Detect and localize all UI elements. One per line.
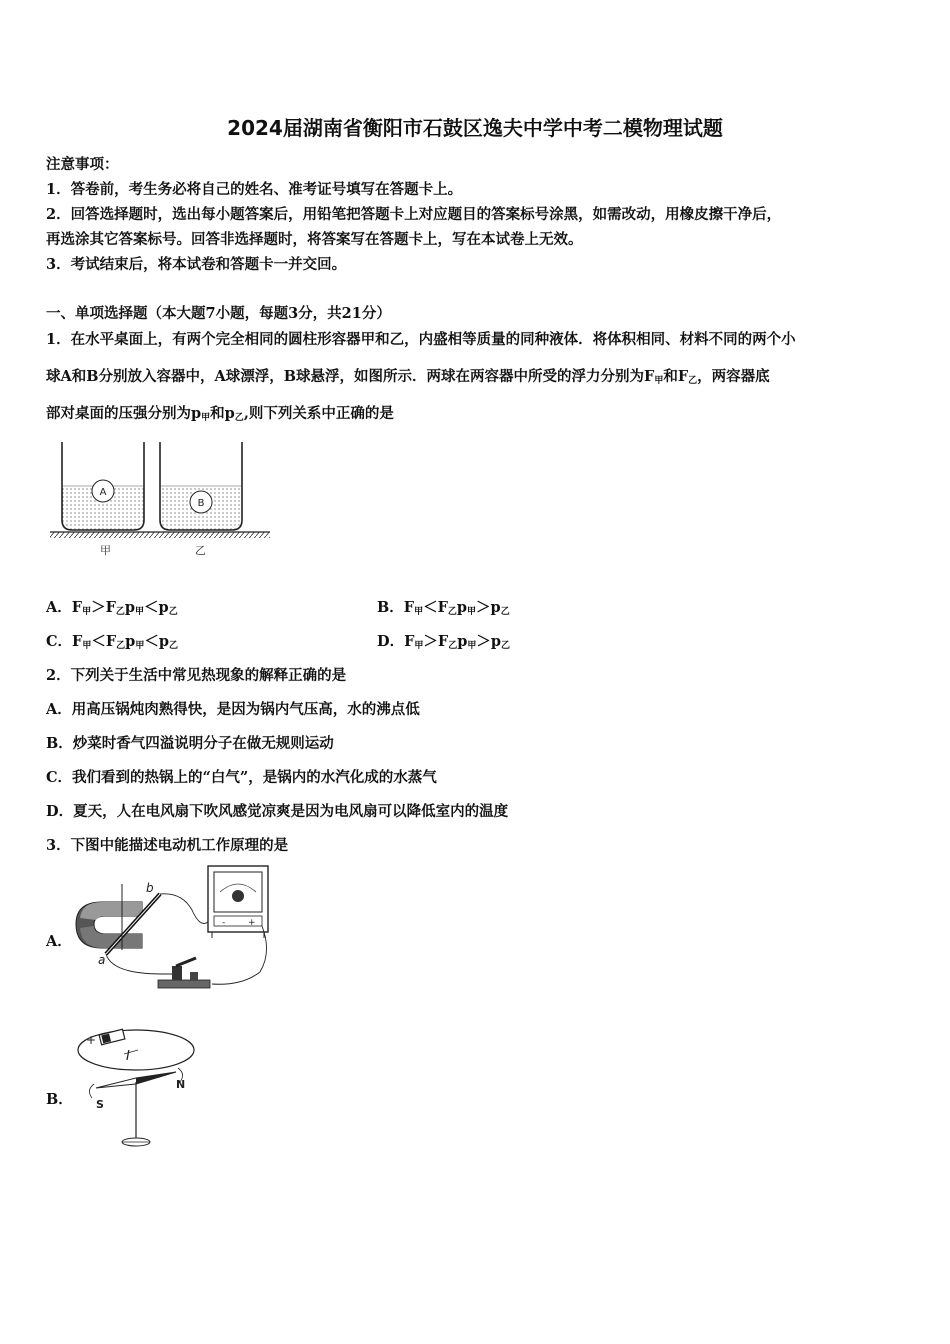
q2-option-c[interactable]: C．我们看到的热锅上的“白气”，是锅内的水汽化成的水蒸气 — [46, 769, 437, 786]
notice-heading: 注意事项： — [46, 156, 119, 173]
container-jia — [62, 442, 144, 530]
battery-plus: + — [86, 1033, 97, 1047]
north-label: N — [176, 1078, 186, 1091]
label-b: b — [146, 881, 154, 895]
label-a: a — [98, 953, 106, 967]
page-title: 2024届湖南省衡阳市石鼓区逸夫中学中考二模物理试题 — [227, 116, 723, 140]
ammeter-icon — [208, 866, 268, 938]
q3-option-a-label[interactable]: A． — [46, 933, 72, 950]
switch-icon — [158, 958, 210, 988]
q2-option-a[interactable]: A．用高压锅炖肉熟得快，是因为锅内气压高，水的沸点低 — [46, 701, 420, 718]
label-yi: 乙 — [195, 544, 206, 557]
ammeter-minus: - — [222, 918, 226, 928]
q1-stem-line1: 1．在水平桌面上，有两个完全相同的圆柱形容器甲和乙，内盛相等质量的同种液体．将体积相同、材料不同的两个小 — [46, 331, 796, 348]
q2-option-b[interactable]: B．炒菜时香气四溢说明分子在做无规则运动 — [46, 735, 334, 752]
notice-item-2: 2．回答选择题时，选出每小题答案后，用铅笔把答题卡上对应题目的答案标号涂黑，如需改动，用橡皮擦干净后， — [46, 206, 782, 223]
notice-item-1: 1．答卷前，考生务必将自己的姓名、准考证号填写在答题卡上。 — [46, 181, 463, 198]
notice-item-2-cont: 再选涂其它答案标号。回答非选择题时，将答案写在答题卡上，写在本试卷上无效。 — [46, 231, 583, 248]
section-heading: 一、单项选择题（本大题7小题，每题3分，共21分） — [46, 305, 391, 322]
q3-figure-a[interactable] — [72, 862, 274, 1000]
q1-option-d[interactable]: D．F甲＞F乙p甲＞p乙 — [377, 633, 511, 651]
notice-item-3: 3．考试结束后，将本试卷和答题卡一并交回。 — [46, 256, 347, 273]
table-surface — [50, 532, 270, 538]
ball-a-label: A — [99, 487, 107, 498]
ammeter-plus: + — [248, 918, 256, 928]
q3-figure-b[interactable] — [72, 1016, 200, 1158]
south-label: S — [96, 1098, 104, 1111]
q3-stem: 3．下图中能描述电动机工作原理的是 — [46, 837, 289, 854]
q3-option-b-label[interactable]: B． — [46, 1091, 73, 1108]
label-jia: 甲 — [100, 544, 111, 557]
q1-stem-line2: 球A和B分别放入容器中，A球漂浮，B球悬浮，如图所示．两球在两容器中所受的浮力分别为F甲和F乙，两容器底 — [46, 368, 770, 386]
current-label: I — [126, 1049, 130, 1064]
q1-containers-figure — [46, 440, 276, 560]
q2-stem: 2．下列关于生活中常见热现象的解释正确的是 — [46, 667, 347, 684]
q1-option-c[interactable]: C．F甲＜F乙p甲＜p乙 — [46, 633, 178, 651]
q1-stem-line3: 部对桌面的压强分别为p甲和p乙,则下列关系中正确的是 — [46, 405, 394, 423]
ball-b-label: B — [197, 498, 205, 509]
container-yi — [160, 442, 242, 530]
q1-option-b[interactable]: B．F甲＜F乙p甲＞p乙 — [377, 599, 510, 617]
q2-option-d[interactable]: D．夏天，人在电风扇下吹风感觉凉爽是因为电风扇可以降低室内的温度 — [46, 803, 509, 820]
q1-option-a[interactable]: A．F甲＞F乙p甲＜p乙 — [46, 599, 178, 617]
battery-icon — [99, 1029, 125, 1045]
